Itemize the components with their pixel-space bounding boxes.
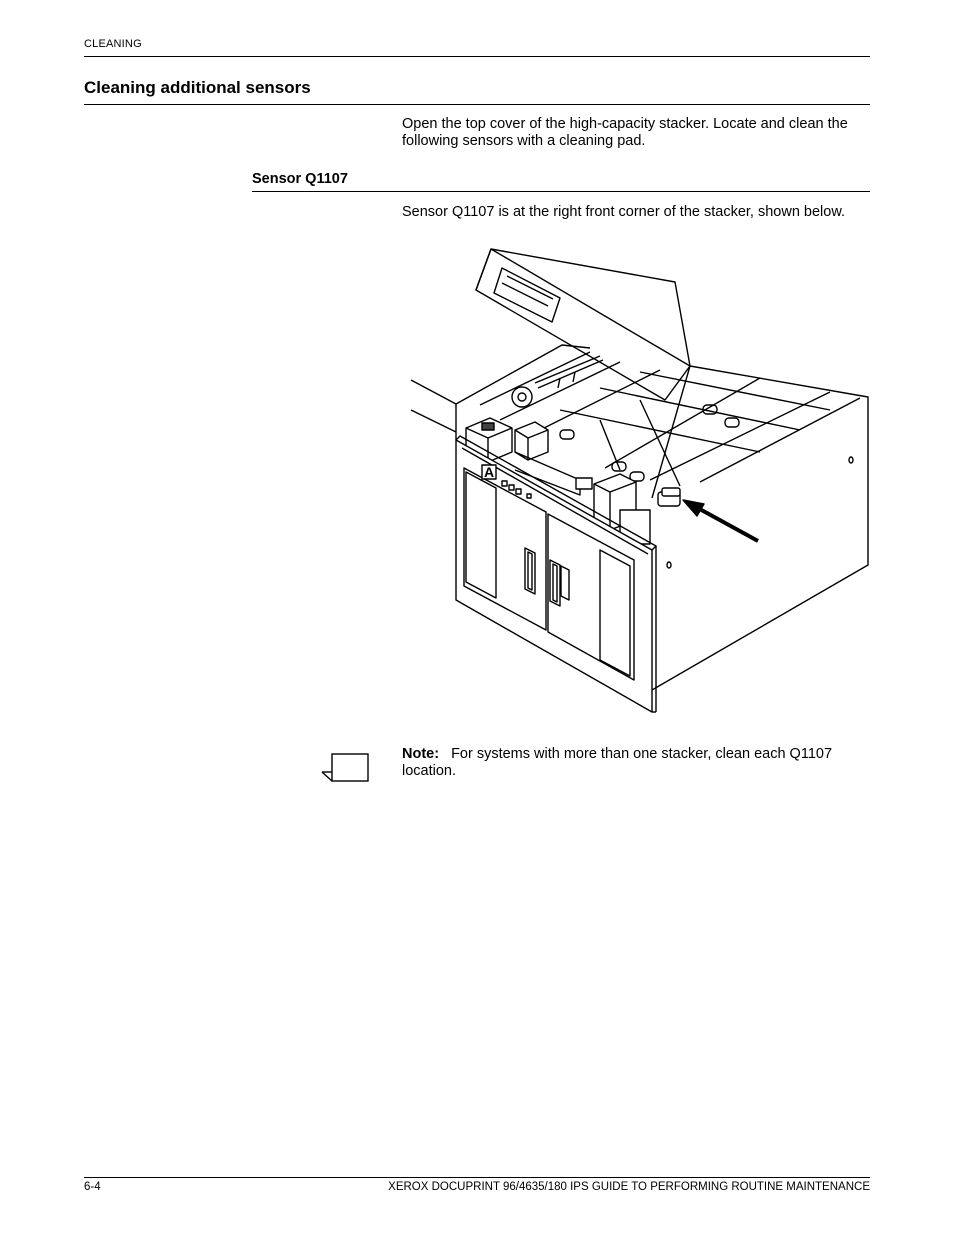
header-rule xyxy=(84,56,870,57)
running-head: CLEANING xyxy=(84,38,142,50)
note-text: For systems with more than one stacker, clean each Q1107 location. xyxy=(402,746,833,779)
note-label: Note: xyxy=(402,746,440,762)
subsection-title: Sensor Q1107 xyxy=(252,171,348,187)
book-title: XEROX DOCUPRINT 96/4635/180 IPS GUIDE TO PERFORMING ROUTINE MAINTENANCE xyxy=(388,1181,870,1193)
figure-label-a: A xyxy=(484,464,495,480)
sensor-paragraph: Sensor Q1107 is at the right front corner of the stacker, shown below. xyxy=(402,204,846,220)
subsection-rule xyxy=(252,191,870,192)
stacker-illustration xyxy=(404,244,874,716)
note-block xyxy=(402,746,872,780)
note-icon xyxy=(320,750,370,786)
intro-paragraph: Open the top cover of the high-capacity stacker. Locate and clean the following sensors with a cleaning pad. xyxy=(402,116,848,149)
footer-rule xyxy=(84,1177,870,1178)
page-number: 6-4 xyxy=(84,1181,101,1193)
section-rule xyxy=(84,104,870,105)
section-title: Cleaning additional sensors xyxy=(84,78,311,97)
